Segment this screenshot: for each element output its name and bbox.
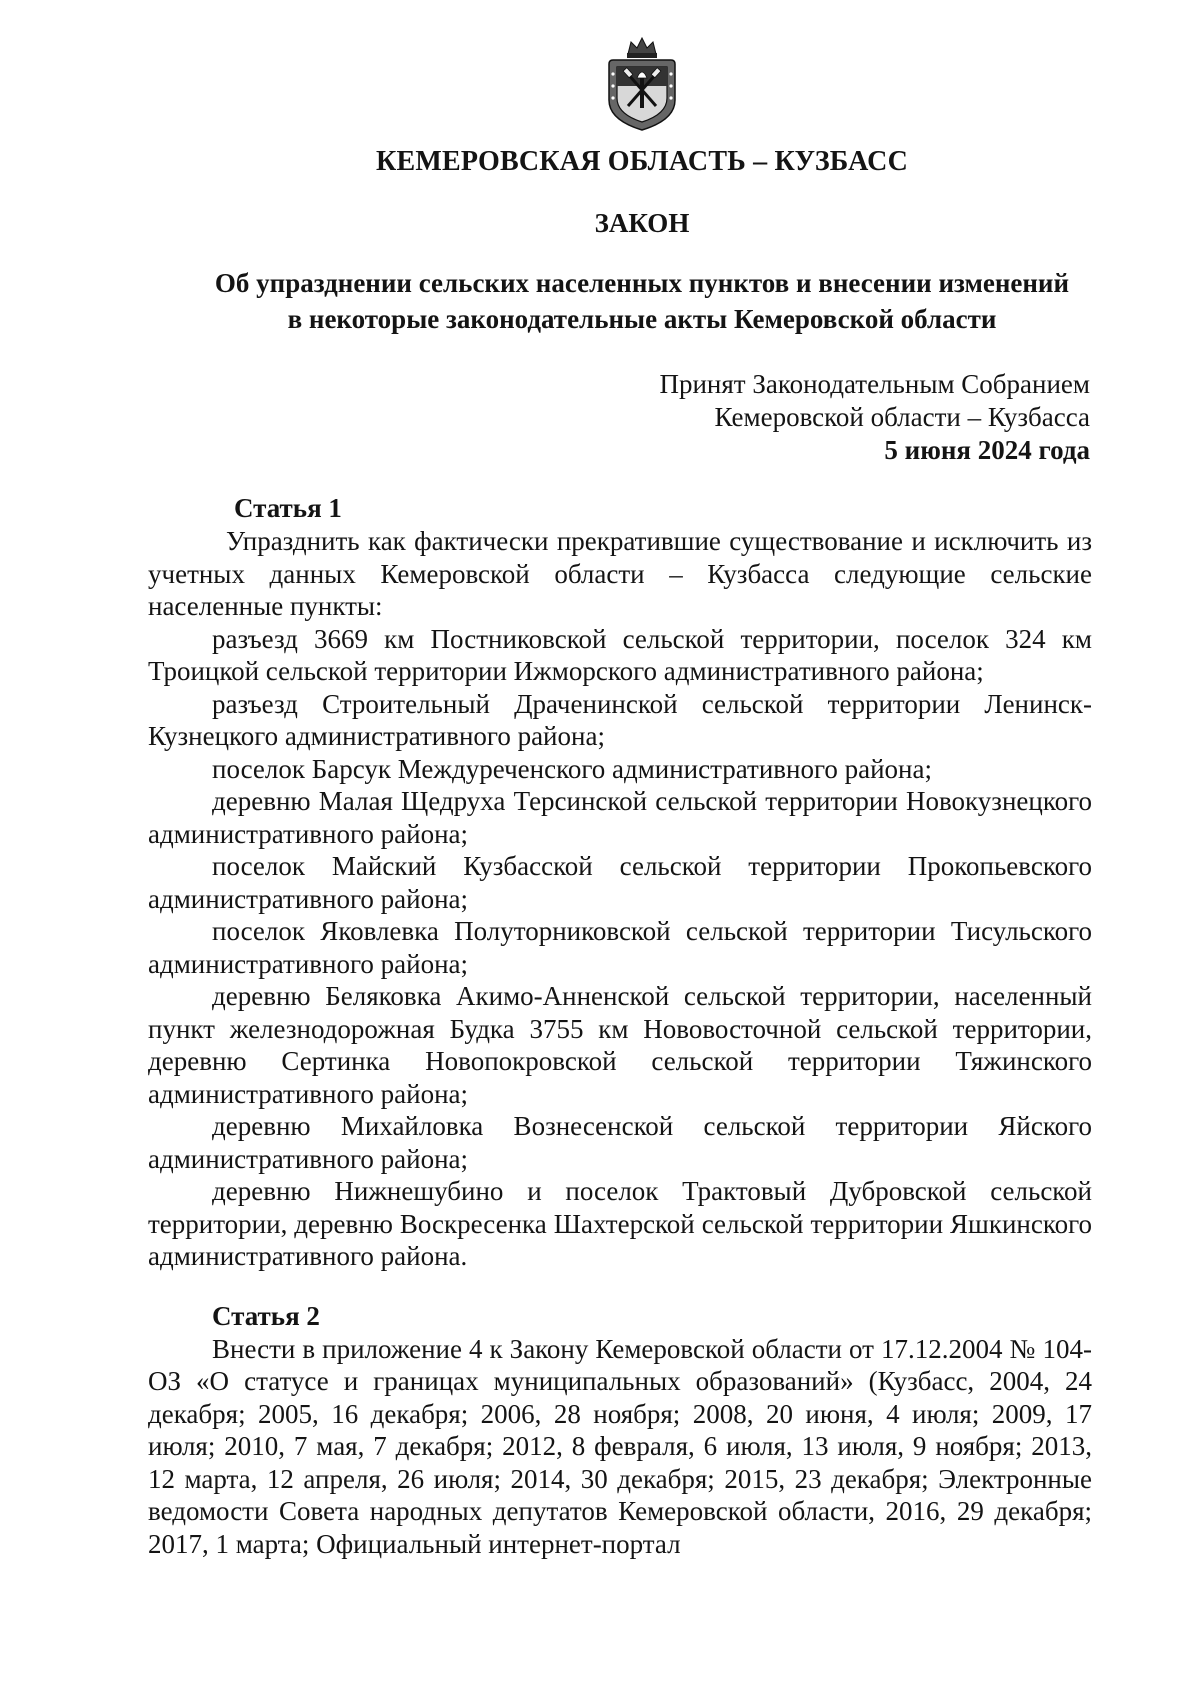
adoption-line: Кемеровской области – Кузбасса (714, 402, 1090, 432)
article-2-text: Внести в приложение 4 к Закону Кемеровской области от 17.12.2004 № 104-ОЗ «О статусе и границах муниципальных образований» (Кузбасс, 2004, 24 декабря; 2005, 16 декабря; 2006, 28 ноября; 2008, 20 июня, 4 июля; 2009, 17 июля; 2010, 7 мая, 7 декабря; 2012, 8 февраля, 6 июля, 13 июля, 9 ноября; 2013, 12 марта, 12 апреля, 26 июля; 2014, 30 декабря; 2015, 23 декабря; Электронные ведомости Совета народных депутатов Кемеровской области, 2016, 29 декабря; 2017, 1 марта; Официальный интернет-портал (148, 1333, 1092, 1559)
article-1-item: поселок Яковлевка Полуторниковской сельской территории Тисульского административного района; (148, 916, 1092, 979)
article-1-item: деревню Беляковка Акимо-Анненской сельской территории, населенный пункт железнодорожная Будка 3755 км Нововосточной сельской территории, деревню Сертинка Новопокровской сельской территории Тяжинского административного района; (148, 981, 1092, 1109)
article-1-item: поселок Барсук Междуреченского административного района; (212, 753, 932, 784)
law-title-line: Об упразднении сельских населенных пунктов и внесении изменений (214, 268, 1070, 298)
article-1-item: разъезд 3669 км Постниковской сельской территории, поселок 324 км Троицкой сельской территории Ижморского административного района; (148, 623, 1092, 686)
adoption-date: 5 июня 2024 года (884, 435, 1090, 465)
article-1-item: разъезд Строительный Драченинской сельской территории Ленинск-Кузнецкого административного района; (148, 688, 1092, 751)
article-1-item: деревню Михайловка Вознесенской сельской территории Яйского административного района; (148, 1111, 1092, 1174)
adoption-block (148, 368, 1090, 467)
article-2-title: Статья 2 (212, 1300, 320, 1331)
document-type-heading: ЗАКОН (594, 208, 690, 238)
article-1-item: деревню Нижнешубино и поселок Трактовый Дубровской сельской территории, деревню Воскресенка Шахтерской сельской территории Яшкинского административного района. (148, 1176, 1092, 1271)
article-1-item: деревню Малая Щедруха Терсинской сельской территории Новокузнецкого административного района; (148, 786, 1092, 849)
law-title (192, 265, 1092, 337)
coat-of-arms-emblem (192, 34, 1092, 132)
region-heading: КЕМЕРОВСКАЯ ОБЛАСТЬ – КУЗБАСС (375, 146, 909, 177)
article-1-intro: Упразднить как фактически прекратившие существование и исключить из учетных данных Кемеровской области – Кузбасса следующие сельские населенные пункты: (148, 526, 1092, 621)
article-1-item: поселок Майский Кузбасской сельской территории Прокопьевского административного района; (148, 851, 1092, 914)
law-title-line: в некоторые законодательные акты Кемеровской области (287, 304, 997, 334)
adoption-line: Принят Законодательным Собранием (659, 369, 1090, 399)
coat-of-arms-icon (601, 34, 683, 132)
article-1-title: Статья 1 (234, 493, 342, 523)
